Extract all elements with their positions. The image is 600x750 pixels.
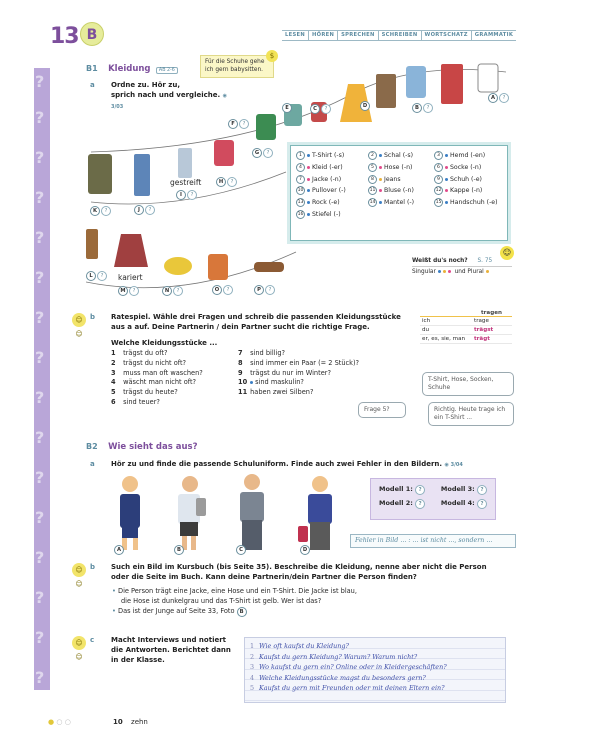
figure-a (120, 476, 140, 550)
b1b-instruction: b Ratespiel. Wähle drei Fragen und schreib die passenden Kleidungsstücke aus a auf. Deine Partnerin / dein Partner sucht die richtige Frage. (90, 313, 401, 331)
jeans-blue-icon (134, 154, 150, 196)
blouse-icon (214, 140, 234, 166)
speech-bubble: T-Shirt, Hose, Socken, Schuhe (422, 372, 514, 396)
figure-d (298, 476, 332, 550)
skill-grammatik: GRAMMATIK (474, 32, 514, 38)
b2b-example: • Die Person trägt eine Jacke, eine Hose und ein T-Shirt. Die Jacke ist blau, die Hose ist dunkelgrau und das T-Shirt ist gelb. Wer ist das? • Das ist der Junge auf Seite 33, Foto B (112, 587, 357, 615)
shoes-icon (254, 262, 284, 272)
lightbulb-icon: ○ (56, 718, 63, 726)
interview-questions-notebook: 1 Wie oft kaufst du Kleidung? 2 Kaufst du gern Kleidung? Warum? Warum nicht? 3 Wo kaufst du gern ein? Online oder in Kleidergeschäften? 4 Welche Kleidungsstücke magst du besonders gern? 5 Kaufst du gern mit Freunden oder mit deinen Eltern ein? (244, 637, 506, 703)
skill-schreiben: SCHREIBEN (379, 31, 422, 40)
kariert-label: kariert (118, 273, 143, 282)
figure-label-b: B (174, 544, 185, 555)
reminder-box: ☺ Weißt du's noch? S. 75 Singular und Plural (412, 258, 512, 275)
skill-lesen: LESEN (282, 31, 309, 40)
error-sentence-frame: Fehler in Bild ... : ... ist nicht ..., sondern ... (350, 534, 516, 548)
gestreift-label: gestreift (170, 178, 202, 187)
pair-work-icon: ☺☺ (72, 313, 86, 338)
page-number: 10 (113, 718, 123, 726)
figure-c (240, 474, 264, 550)
lightbulb-icon: ○ (64, 718, 71, 726)
audio-track[interactable]: ◉ 3/03 (111, 93, 227, 110)
shirt-blue-icon (406, 66, 426, 98)
question-list-right: 7 sind billig? 8 sind immer ein Paar (= 2 Stück)? 9 trägst du nur im Winter? 10 sind maskulin? 11 haben zwei Silben? (238, 349, 360, 397)
audio-track[interactable]: ◉ 3/04 (445, 462, 463, 468)
speech-bubble: Richtig. Heute trage ich ein T-Shirt ... (428, 402, 514, 426)
label-pair-A: A ? (488, 92, 509, 103)
side-strip: ? ? ? ? ? ? ? ? ? ? ? ? ? ? ? ? (34, 68, 50, 690)
dollar-icon: $ (266, 50, 278, 62)
skill-hoeren: HÖREN (309, 31, 338, 40)
model-answer-box: Modell 1: ? Modell 3: ? Modell 2: ? Modell 4: ? (370, 478, 496, 520)
group-work-icon: ☺☺ (72, 636, 86, 661)
vocab-row: 16 Stiefel (-) (297, 210, 341, 218)
skill-wortschatz: WORTSCHATZ (422, 31, 472, 40)
page-footer (48, 718, 148, 726)
jacket-green-illustration (256, 114, 276, 140)
label-pair-M: M ? (118, 285, 139, 296)
sticky-note: Für die Schuhe gehe ich gern babysitten. $ (200, 55, 274, 78)
label-pair-I: I ? (176, 189, 197, 200)
label-pair-P: P ? (254, 284, 275, 295)
vocab-box (290, 145, 508, 241)
tshirt-icon (478, 64, 498, 92)
skills-bar (282, 30, 516, 41)
label-pair-C: C ? (310, 103, 331, 114)
vocab-row: 1 T-Shirt (-s) 2 Schal (-s) 3 Hemd (-en) (296, 150, 502, 162)
pair-work-icon: ☺☺ (72, 563, 86, 588)
b1a-instruction: a Ordne zu. Hör zu, sprich nach und vergleiche. ◉ 3/03 (90, 80, 240, 112)
unit-number: 13 (50, 24, 79, 49)
boots-icon (86, 229, 98, 259)
b1b-list-title: Welche Kleidungsstücke ... (111, 339, 218, 347)
b2-heading: B2 Wie sieht das aus? (86, 442, 198, 452)
lightbulb-icon: ● (48, 718, 55, 726)
socks-icon (178, 148, 192, 178)
vocab-row: 13 Rock (-e) 14 Mantel (-) 15 Handschuh (-e) (297, 199, 498, 207)
label-pair-F: F ? (228, 118, 249, 129)
jeans-red-icon (441, 64, 463, 104)
speech-bubble: Frage 5? (358, 402, 406, 418)
coat-icon (88, 154, 112, 194)
label-pair-J: J ? (134, 204, 155, 215)
unit-letter: B (80, 22, 104, 46)
label-pair-K: K ? (90, 205, 111, 216)
vocab-row: 10 Pullover (-) 11 Bluse (-n) 12 Kappe (-n) (297, 187, 483, 195)
b2b-instruction: b Such ein Bild im Kursbuch (bis Seite 35). Beschreibe die Kleidung, nenne aber nicht die Person oder die Seite im Buch. Kann deine Partnerin/dein Partner die Person finden? (90, 563, 487, 581)
label-pair-E: E (282, 102, 293, 113)
label-pair-D: D (360, 100, 371, 111)
skill-sprechen: SPRECHEN (338, 31, 379, 40)
question-list-left: 1 trägst du oft? 2 trägst du nicht oft? 3 muss man oft waschen? 4 wäscht man nicht oft? 5 trägst du heute? 6 sind teuer? (111, 349, 203, 406)
school-uniform-figures (110, 468, 360, 558)
skirt-icon (114, 234, 148, 267)
label-pair-O: O ? (212, 284, 233, 295)
label-pair-N: N ? (162, 285, 183, 296)
label-pair-G: G ? (252, 147, 273, 158)
vocab-row: 7 Jacke (-n) 8 Jeans 9 Schuh (-e) (296, 173, 502, 185)
label-pair-L: L ? (86, 270, 107, 281)
b1-heading: B1 Kleidung AB 2-6 (86, 64, 178, 74)
gloves-icon (208, 254, 228, 280)
figure-label-d: D (300, 544, 311, 555)
vocab-row: 4 Kleid (-er) 5 Hose (-n) 6 Socke (-n) (296, 162, 502, 174)
conjugation-table: tragen ich trage du trägst er, es, sie, man trägt (420, 310, 512, 344)
figure-label-c: C (236, 544, 247, 555)
label-pair-H: H ? (216, 176, 237, 187)
figure-b (178, 476, 206, 550)
page-word: zehn (131, 718, 148, 726)
figure-label-a: A (114, 544, 125, 555)
label-pair-B: B ? (412, 102, 433, 113)
b2c-instruction: c Macht Interviews und notiert die Antworten. Berichtet dann in der Klasse. (90, 636, 231, 664)
trousers-icon (376, 74, 396, 108)
b2a-instruction: a Hör zu und finde die passende Schuluniform. Finde auch zwei Fehler in den Bildern. ◉ 3/04 (90, 459, 510, 470)
smiley-icon: ☺ (500, 246, 514, 260)
cap-icon (164, 257, 192, 275)
